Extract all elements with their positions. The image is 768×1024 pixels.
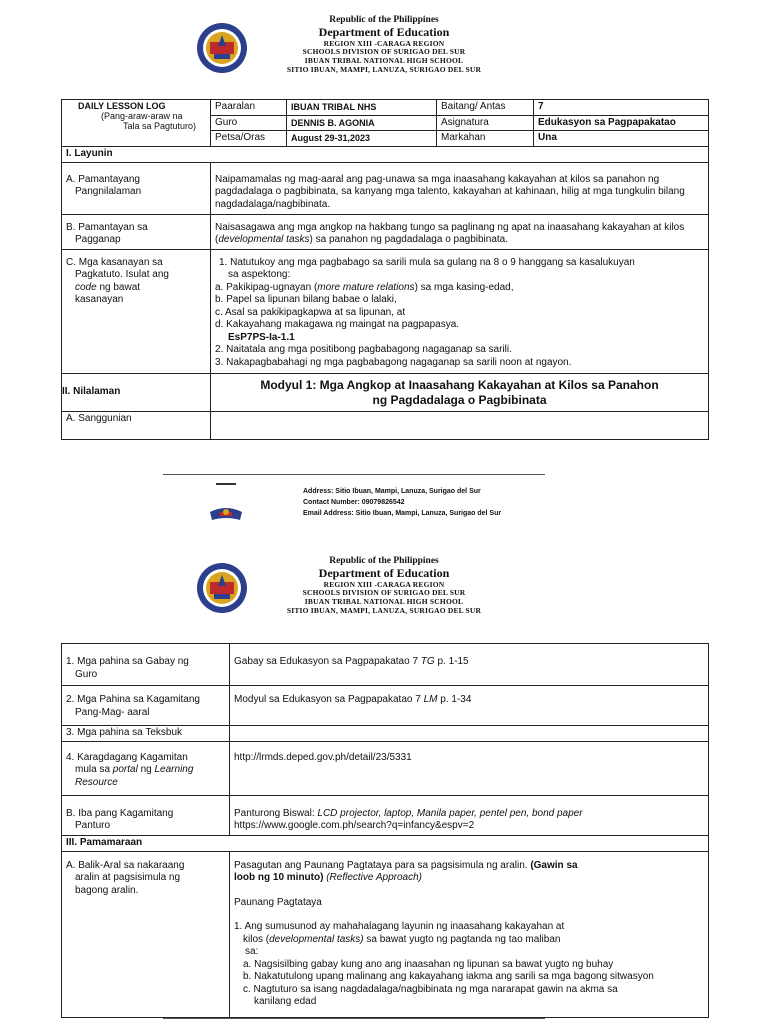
division-line: SCHOOLS DIVISION OF SURIGAO DEL SUR xyxy=(302,47,466,57)
item-a-2: ) sa mga kasing-edad, xyxy=(414,281,514,293)
address-line-2: SITIO IBUAN, MAMPI, LANUZA, SURIGAO DEL SUR xyxy=(286,605,482,615)
kagamitang-text xyxy=(230,686,709,726)
balik-aral-label-cell xyxy=(62,851,230,1017)
pasagutan-bold-2: loob ng 10 minuto) xyxy=(234,872,324,883)
pamantayang-label-cell xyxy=(62,162,211,214)
footer-email: Email Address: Sitio Ibuan, Mampi, Lanuza, Surigao del Sur xyxy=(303,510,502,517)
kasanayan-code-word: code xyxy=(75,281,97,293)
page1-header xyxy=(0,15,768,74)
balik-aral-label-3: bagong aralin. xyxy=(75,884,139,896)
pasagutan-line-2 xyxy=(234,872,704,885)
school-line: IBUAN TRIBAL NATIONAL HIGH SCHOOL xyxy=(304,55,464,65)
balik-aral-label-2: aralin at pagsisimula ng xyxy=(75,872,181,883)
biswal-items: LCD projector, laptop, Manila paper, pentel pen, bond paper xyxy=(317,807,583,819)
section-layunin: I. Layunin xyxy=(62,146,709,162)
pagganap-text xyxy=(211,214,709,249)
pasagutan-text: Pasagutan ang Paunang Pagtataya para sa pagsisimula ng aralin. xyxy=(234,859,531,871)
iba-pang-text xyxy=(230,795,709,835)
kasanayan-item-b: b. Papel sa lipunan bilang babae o lalaki, xyxy=(215,294,397,305)
guro-label: Guro xyxy=(211,115,287,131)
kagamitang-text-2: p. 1-34 xyxy=(437,694,472,705)
kagamitang-label-2: Pang-Mag- aaral xyxy=(75,706,150,718)
pagganap-text-italic: developmental tasks xyxy=(218,234,310,245)
paaralan-label: Paaralan xyxy=(211,100,287,116)
kagamitang-text-italic: LM xyxy=(423,694,438,705)
portal-label-2c-italic: Learning xyxy=(154,764,194,775)
footer-contact: Contact Number: 09079826542 xyxy=(303,499,405,506)
markahan-value: Una xyxy=(534,131,709,147)
school-line-2: IBUAN TRIBAL NATIONAL HIGH SCHOOL xyxy=(304,596,464,606)
portal-label-cell xyxy=(62,741,230,795)
gabay-text xyxy=(230,644,709,686)
kasanayan-item-a xyxy=(215,282,704,295)
kagamitang-label-1: 2. Mga Pahina sa Kagamitang xyxy=(66,694,200,705)
item1-b-2: sa bawat yugto ng pagtanda ng tao maliban xyxy=(363,933,561,945)
republic-line: Republic of the Philippines xyxy=(329,15,439,25)
kasanayan-code: EsP7PS-Ia-1.1 xyxy=(228,331,295,343)
module-title xyxy=(211,373,709,411)
section-pamamaraan: III. Pamamaraan xyxy=(62,835,709,851)
republic-line-2: Republic of the Philippines xyxy=(329,556,439,566)
asignatura-label: Asignatura xyxy=(437,115,534,131)
kasanayan-item-c: c. Asal sa pakikipagkapwa at sa lipunan, at xyxy=(215,306,406,318)
teksbuk-value xyxy=(230,726,709,742)
kasanayan-item-1: 1. Natutukoy ang mga pagbabago sa sarili mula sa gulang na 8 o 9 hanggang sa kasalukuyan xyxy=(219,256,635,268)
pamantayang-text: Naipamamalas ng mag-aaral ang pag-unawa sa mga inaasahang kakayahan at kilos sa panahon ng pagdadalaga o pagbibinata, sa kanyang mga talento, kakayahan at kahinaan, hilig at mga tungkulin bilang nagdadalaga/nagbibinata. xyxy=(211,162,709,214)
kasanayan-label-cell xyxy=(62,249,211,373)
google-link[interactable]: https://www.google.com.ph/search?q=infancy&espv=2 xyxy=(234,820,475,831)
region-line-2: REGION XIII -CARAGA REGION xyxy=(323,579,445,589)
biswal-line xyxy=(234,808,704,821)
pagganap-label: B. Pamantayan sa xyxy=(66,221,148,233)
module-title-1: Modyul 1: Mga Angkop at Inaasahang Kakayahan at Kilos sa Panahon xyxy=(260,377,659,392)
choice-b: b. Nakatutulong upang malinang ang kakayahang iakma ang sarili sa mga bagong sitwasyon xyxy=(243,971,654,982)
kasanayan-label-3 xyxy=(66,282,206,295)
pamantayang-label: A. Pamantayang xyxy=(66,173,140,185)
choice-c-2: kanilang edad xyxy=(254,996,317,1007)
item1-b-1: kilos ( xyxy=(243,933,270,945)
pagganap-text-1: Naisasagawa ang mga angkop na hakbang tungo sa paglinang ng apat na inaasahang kakayahan at kilos ( xyxy=(215,221,685,245)
baitang-label: Baitang/ Antas xyxy=(437,100,534,116)
sanggunian-label: A. Sanggunian xyxy=(62,411,211,439)
page2-header xyxy=(0,556,768,615)
portal-label-2a: mula sa xyxy=(75,764,113,775)
kasanayan-item-d: d. Kakayahang makagawa ng maingat na pagpapasya. xyxy=(215,319,460,330)
department-line: Department of Education xyxy=(318,24,450,39)
portal-label-2-italic: portal xyxy=(112,764,138,775)
dll-subtitle-2: Tala sa Pagtuturo) xyxy=(123,121,197,131)
department-line-2: Department of Education xyxy=(318,565,450,580)
pagganap-text-2: ) sa panahon ng pagdadalaga o pagbibinata. xyxy=(309,234,509,245)
page1-footer xyxy=(303,486,501,519)
kasanayan-label-1: C. Mga kasanayan sa xyxy=(66,256,163,268)
kagamitang-label-cell xyxy=(62,686,230,726)
pagtataya-item-1-b xyxy=(234,934,704,947)
pasagutan-line xyxy=(234,860,704,873)
iba-pang-label-cell xyxy=(62,795,230,835)
pasagutan-bold: (Gawin sa xyxy=(530,859,578,871)
choice-a: a. Nagsisilbing gabay kung ano ang inaasahan ng lipunan sa bawat yugto ng buhay xyxy=(243,958,614,970)
lesson-log-table xyxy=(61,99,709,440)
pagganap-label-2: Pagganap xyxy=(75,234,121,245)
portal-label-1: 4. Karagdagang Kagamitan xyxy=(66,751,188,763)
balik-aral-text xyxy=(230,851,709,1017)
pagtataya-item-1-c: sa: xyxy=(245,946,259,957)
choice-c: c. Nagtuturo sa isang nagdadalaga/nagbibinata ng mga nararapat gawin na akma sa xyxy=(243,983,618,995)
kasanayan-label-3-rest: ng bawat xyxy=(96,281,141,293)
dll-title: DAILY LESSON LOG xyxy=(78,101,166,111)
portal-label-2 xyxy=(66,764,225,777)
biswal-label: Panturong Biswal: xyxy=(234,807,318,819)
paunang-pagtataya: Paunang Pagtataya xyxy=(234,896,322,908)
iba-pang-label-2: Panturo xyxy=(75,820,111,831)
kasanayan-label-4: kasanayan xyxy=(75,294,124,305)
petsa-label: Petsa/Oras xyxy=(211,131,287,147)
dll-subtitle-1: (Pang-araw-araw na xyxy=(101,111,183,121)
portal-label-2b: ng xyxy=(137,764,155,775)
gabay-label-1: 1. Mga pahina sa Gabay ng xyxy=(66,656,189,667)
reflective-approach: (Reflective Approach) xyxy=(323,872,422,883)
kagamitang-text-1: Modyul sa Edukasyon sa Pagpapakatao 7 xyxy=(234,694,424,705)
footer-address: Address: Sitio Ibuan, Mampi, Lanuza, Surigao del Sur xyxy=(303,488,481,495)
resources-table xyxy=(61,643,709,1018)
asignatura-value: Edukasyon sa Pagpapakatao xyxy=(534,115,709,131)
teksbuk-label: 3. Mga pahina sa Teksbuk xyxy=(62,726,230,742)
region-line: REGION XIII -CARAGA REGION xyxy=(323,38,445,48)
portal-link[interactable]: http://lrmds.deped.gov.ph/detail/23/5331 xyxy=(230,741,709,795)
item-a-italic: more mature relations xyxy=(317,281,415,293)
iba-pang-label-1: B. Iba pang Kagamitang xyxy=(66,807,174,819)
kasanayan-item-2: 2. Naitatala ang mga positibong pagbabagong nagaganap sa sarili. xyxy=(215,344,512,355)
gabay-text-italic: TG xyxy=(420,656,435,667)
portal-label-3: Resource xyxy=(75,776,118,788)
page2-bottom-divider xyxy=(163,1018,545,1019)
markahan-label: Markahan xyxy=(437,131,534,147)
module-title-2: ng Pagdadalaga o Pagbibinata xyxy=(372,392,547,407)
section-nilalaman: II. Nilalaman xyxy=(62,373,211,411)
division-line-2: SCHOOLS DIVISION OF SURIGAO DEL SUR xyxy=(302,588,466,598)
address-line: SITIO IBUAN, MAMPI, LANUZA, SURIGAO DEL SUR xyxy=(286,64,482,74)
pagganap-label-cell xyxy=(62,214,211,249)
petsa-value: August 29-31,2023 xyxy=(287,131,437,147)
kasanayan-label-2: Pagkatuto. Isulat ang xyxy=(75,269,169,280)
guro-value: DENNIS B. AGONIA xyxy=(287,115,437,131)
baitang-value: 7 xyxy=(534,100,709,116)
kasanayan-item-3: 3. Nakapagbabahagi ng mga pagbabagong nagaganap sa sarili noon at ngayon. xyxy=(215,356,572,368)
gabay-label-cell xyxy=(62,644,230,686)
pamantayang-label-2: Pangnilalaman xyxy=(75,186,142,197)
sanggunian-value xyxy=(211,411,709,439)
paaralan-value: IBUAN TRIBAL NHS xyxy=(287,100,437,116)
gabay-label-2: Guro xyxy=(75,668,98,680)
gabay-text-1: Gabay sa Edukasyon sa Pagpapakatao 7 xyxy=(234,656,421,667)
kasanayan-text xyxy=(211,249,709,373)
balik-aral-label-1: A. Balik-Aral sa nakaraang xyxy=(66,859,185,871)
deped-footer-logo-icon xyxy=(206,482,246,526)
footer-divider xyxy=(163,474,545,475)
pagtataya-item-1: 1. Ang sumusunod ay mahahalagang layunin ng inaasahang kakayahan at xyxy=(234,921,565,932)
kasanayan-item-1-cont: sa aspektong: xyxy=(228,269,291,280)
item-a-1: a. Pakikipag-ugnayan ( xyxy=(215,281,318,293)
item1-b-italic: developmental tasks) xyxy=(269,933,364,945)
gabay-text-2: p. 1-15 xyxy=(434,656,469,667)
dll-title-cell xyxy=(62,100,211,147)
